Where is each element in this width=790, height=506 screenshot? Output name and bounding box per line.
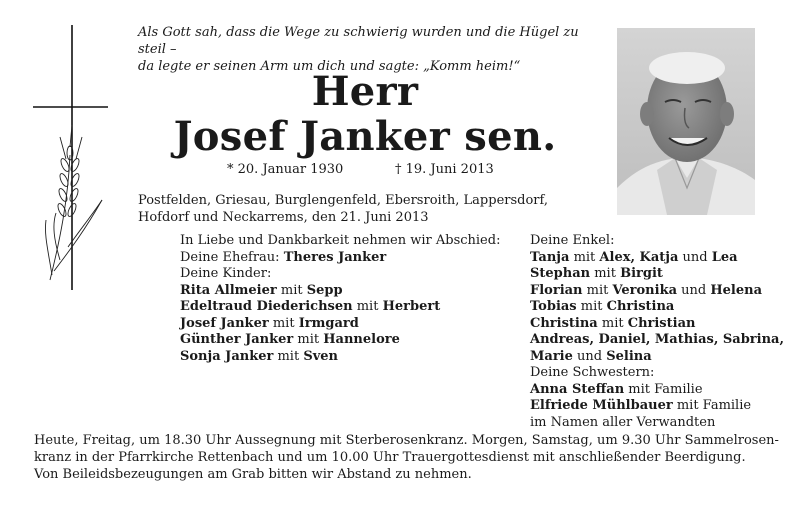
grandchild-name: Birgit [620,266,663,281]
conjunction: mit [590,266,621,281]
conjunction: mit [597,315,628,331]
child-line [180,283,500,300]
grandchild-line [530,283,784,300]
conjunction: mit [280,282,303,298]
service-line-1: Heute, Freitag, um 18.30 Uhr Aussegnung mit Sterberosenkranz. Morgen, Samstag, um 9.30 Uhr Sammelrosen- [34,433,779,448]
family-suffix: mit Familie [672,398,752,413]
cross-wheat-icon [30,25,110,295]
partner-name: Irmgard [298,315,359,331]
grandchild-line [530,332,784,349]
sister-name: Anna Steffan [530,381,625,397]
conjunction: mit [272,315,295,331]
partner-name: Sepp [306,282,343,298]
sisters-label: Deine Schwestern: [530,365,655,380]
conjunction: mit [356,299,379,314]
sister-line [530,382,784,399]
grandchild-name: Christian [627,315,696,331]
grandchild-line [530,349,784,366]
conjunction: und [678,249,712,265]
sister-name: Elfriede Mühlbauer [530,398,673,413]
mourners-right-column [530,233,784,431]
birth-date: * 20. Januar 1930 [227,162,344,177]
grandchild-name: Stephan [530,266,591,281]
intro-line: In Liebe und Dankbarkeit nehmen wir Abschied: [180,233,501,248]
grandchild-name: Tanja [530,249,570,265]
grandchild-name: Selina [606,348,652,364]
grandchild-name: Alex, Katja [599,249,679,265]
child-line [180,299,500,316]
grandchild-line [530,299,784,316]
children-label: Deine Kinder: [180,266,272,281]
child-name: Josef Janker [180,315,269,331]
grandchild-line [530,316,784,333]
grandchild-name: Tobias [530,299,577,314]
grandchild-name: Lea [711,249,738,265]
place-line-2: Hofdorf und Neckarrems, den 21. Juni 2013 [138,210,429,225]
motto-line-1: Als Gott sah, dass die Wege zu schwierig wurden und die Hügel zu steil – [138,25,579,57]
grandchild-name: Andreas, Daniel, Mathias, Sabrina, [530,332,784,347]
conjunction: mit [297,332,320,347]
spouse-name: Theres Janker [283,249,387,265]
service-line-2: kranz in der Pfarrkirche Rettenbach und um 10.00 Uhr Trauergottesdienst mit anschließender Beerdigung. [34,449,746,465]
grandchild-name: Marie [530,348,573,364]
spouse-line [180,250,500,267]
place-date [138,192,608,226]
child-name: Sonja Janker [180,348,274,364]
conjunction: mit [569,249,600,265]
child-name: Rita Allmeier [180,282,277,298]
death-date: † 19. Juni 2013 [395,162,494,177]
partner-name: Herbert [382,299,441,314]
deceased-name: Josef Janker sen. [173,113,557,160]
conjunction: mit [582,282,613,298]
partner-name: Hannelore [323,332,400,347]
grandchild-line [530,266,784,283]
grandchildren-list [530,250,784,366]
portrait-photo [617,28,755,215]
grandchild-name: Christina [606,299,675,314]
grandchild-name: Christina [530,315,598,331]
grandchildren-label: Deine Enkel: [530,233,615,248]
grandchild-line [530,250,784,267]
sisters-list [530,382,784,415]
child-name: Edeltraud Diederichsen [180,299,353,314]
grandchild-name: Florian [530,282,583,298]
spouse-label: Deine Ehefrau: [180,249,280,265]
child-line [180,316,500,333]
child-line [180,332,500,349]
children-list [180,283,500,366]
conjunction: mit [277,348,300,364]
motto-line-2: da legte er seinen Arm um dich und sagte: „Komm heim!“ [138,59,521,74]
grandchild-name: Helena [710,282,762,298]
honorific: Herr [311,68,419,115]
mourners-left-column [180,233,500,365]
partner-name: Sven [303,348,338,364]
conjunction: mit [576,299,607,314]
sister-line [530,398,784,415]
child-name: Günther Janker [180,332,294,347]
grandchild-name: Veronika [612,282,678,298]
child-line [180,349,500,366]
conjunction: und [677,282,711,298]
family-suffix: mit Familie [624,381,703,397]
conjunction: und [572,348,607,364]
service-line-3: Von Beileidsbezeugungen am Grab bitten wir Abstand zu nehmen. [34,466,472,482]
closing-line: im Namen aller Verwandten [530,414,716,430]
place-line-1: Postfelden, Griesau, Burglengenfeld, Ebersroith, Lappersdorf, [138,193,548,208]
service-details [34,433,779,483]
